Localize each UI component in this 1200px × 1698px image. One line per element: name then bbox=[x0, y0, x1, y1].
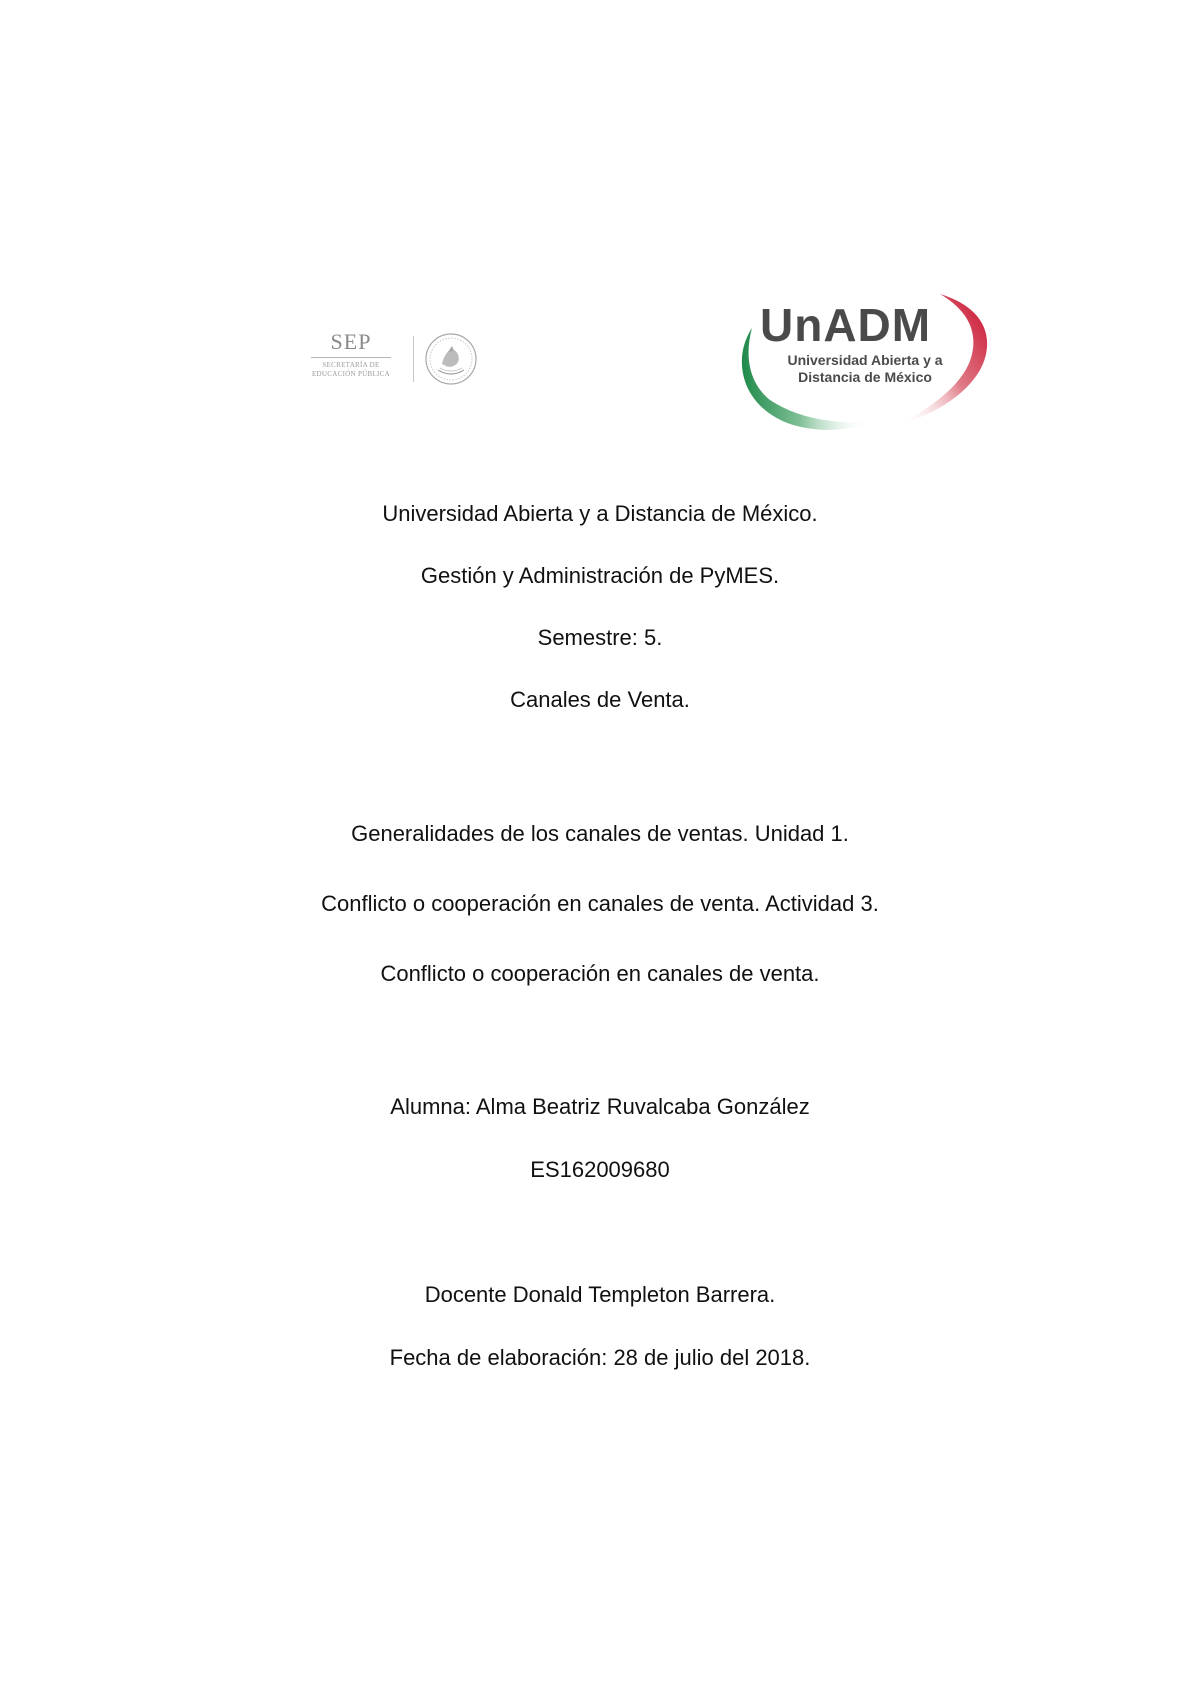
unadm-subtitle-line2: Distancia de México bbox=[798, 369, 932, 385]
program-name: Gestión y Administración de PyMES. bbox=[420, 563, 780, 588]
sep-divider bbox=[413, 336, 414, 382]
teacher-name: Docente Donald Templeton Barrera. bbox=[424, 1282, 776, 1307]
national-seal-icon bbox=[424, 332, 478, 386]
sep-logo bbox=[296, 330, 486, 390]
unadm-subtitle-line1: Universidad Abierta y a bbox=[787, 352, 943, 368]
sep-subtitle-line1: SECRETARÍA DE bbox=[322, 361, 380, 369]
unadm-logo bbox=[730, 288, 1000, 433]
semester: Semestre: 5. bbox=[537, 625, 663, 650]
sep-subtitle-line2: EDUCACIÓN PÚBLICA bbox=[311, 370, 391, 378]
elaboration-date: Fecha de elaboración: 28 de julio del 2018. bbox=[389, 1345, 811, 1370]
unadm-mark: UnADM bbox=[760, 299, 932, 351]
unit-title: Generalidades de los canales de ventas. Unidad 1. bbox=[351, 821, 849, 846]
document-title: Conflicto o cooperación en canales de venta. bbox=[380, 961, 820, 986]
course-name: Canales de Venta. bbox=[510, 687, 690, 712]
student-id: ES162009680 bbox=[530, 1157, 670, 1182]
sep-wordmark bbox=[296, 330, 406, 379]
sep-mark: SEP bbox=[330, 329, 372, 354]
activity-title: Conflicto o cooperación en canales de venta. Actividad 3. bbox=[321, 891, 879, 916]
student-name: Alumna: Alma Beatriz Ruvalcaba González bbox=[390, 1094, 810, 1119]
sep-rule bbox=[311, 357, 391, 358]
university-name: Universidad Abierta y a Distancia de México. bbox=[382, 501, 818, 526]
